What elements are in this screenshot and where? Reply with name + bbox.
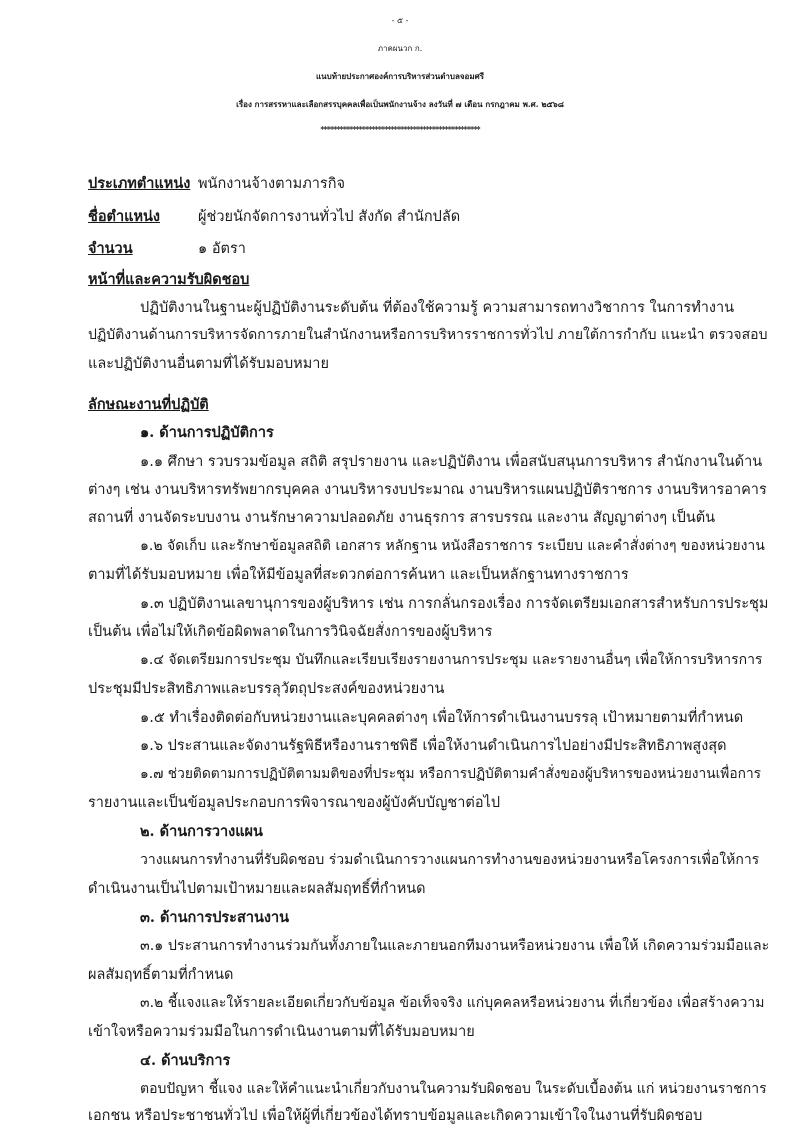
section-planning-title: ๒. ด้านการวางแผน	[140, 823, 263, 840]
position-name-label: ชื่อตำแหน่ง	[88, 208, 161, 225]
work-item: ๓.๒ ชี้แจงและให้รายละเอียดเกี่ยวกับข้อมูล ข้อเท็จจริง แก่บุคคลหรือหน่วยงาน ที่เกี่ยวข้อง เพื่อสร้างความ	[140, 995, 765, 1011]
position-name-value: ผู้ช่วยนักจัดการงานทั่วไป สังกัด สำนักปลัด	[198, 209, 461, 225]
work-item: ตามที่ได้รับมอบหมาย เพื่อให้มีข้อมูลที่สะดวกต่อการค้นหา และเป็นหลักฐานทางราชการ	[88, 567, 629, 583]
separator-line: **************************************************	[320, 124, 480, 134]
work-item: ประชุมมีประสิทธิภาพและบรรลุวัตถุประสงค์ของหน่วยงาน	[88, 681, 445, 697]
duties-paragraph: ปฏิบัติงานด้านการบริหารจัดการภายในสำนักงานหรือการบริหารราชการทั่วไป ภายใต้การกำกับ แนะนำ ตรวจสอบ	[88, 327, 768, 343]
work-item: เข้าใจหรือความร่วมมือในการดำเนินงานตามที่ได้รับมอบหมาย	[88, 1024, 475, 1040]
work-item: เป็นต้น เพื่อไม่ให้เกิดข้อผิดพลาดในการวินิจฉัยสั่งการของผู้บริหาร	[88, 624, 493, 640]
work-item: ๑.๖ ประสานและจัดงานรัฐพิธีหรืองานราชพิธี เพื่อให้งานดำเนินการไปอย่างมีประสิทธิภาพสูงสุด	[140, 738, 727, 754]
work-item: ๑.๔ จัดเตรียมการประชุม บันทึกและเรียบเรียงรายงานการประชุม และรายงานอื่นๆ เพื่อให้การบริหารการ	[140, 652, 763, 668]
document-subject: เรื่อง การสรรหาและเลือกสรรบุคคลเพื่อเป็นพนักงานจ้าง ลงวันที่ ๗ เดือน กรกฎาคม พ.ศ. ๒๕๖๘	[236, 99, 564, 109]
work-item: ผลสัมฤทธิ์ตามที่กำหนด	[88, 967, 234, 983]
work-item: ต่างๆ เช่น งานบริหารทรัพยากรบุคคล งานบริหารงบประมาณ งานบริหารแผนปฏิบัติราชการ งานบริหารอาคาร	[88, 482, 767, 498]
work-item: ๑.๕ ทำเรื่องติดต่อกับหน่วยงานและบุคคลต่างๆ เพื่อให้การดำเนินงานบรรลุ เป้าหมายตามที่กำหนด	[140, 710, 744, 726]
appendix-label: ภาคผนวก ก.	[377, 44, 423, 53]
position-type-value: พนักงานจ้างตามภารกิจ	[198, 176, 345, 192]
section-operations-title: ๑. ด้านการปฏิบัติการ	[140, 424, 274, 441]
work-item: เอกชน หรือประชาชนทั่วไป เพื่อให้ผู้ที่เกี่ยวข้องได้ทราบข้อมูลและเกิดความเข้าใจในงานที่รับผิดชอบ	[88, 1108, 703, 1124]
work-item: ดำเนินงานเป็นไปตามเป้าหมายและผลสัมฤทธิ์ที่กำหนด	[88, 881, 426, 897]
section-coordination-title: ๓. ด้านการประสานงาน	[140, 909, 290, 926]
document-title: แนบท้ายประกาศองค์การบริหารส่วนตำบลจอมศรี	[315, 71, 485, 81]
position-count-label: จำนวน	[88, 240, 133, 257]
duties-paragraph: ปฏิบัติงานในฐานะผู้ปฏิบัติงานระดับต้น ที่ต้องใช้ความรู้ ความสามารถทางวิชาการ ในการทำงาน	[140, 300, 735, 316]
position-type-label: ประเภทตำแหน่ง	[88, 175, 191, 192]
work-item: วางแผนการทำงานที่รับผิดชอบ ร่วมดำเนินการวางแผนการทำงานของหน่วยงานหรือโครงการเพื่อให้การ	[140, 852, 760, 868]
work-item: ๑.๒ จัดเก็บ และรักษาข้อมูลสถิติ เอกสาร หลักฐาน หนังสือราชการ ระเบียบ และคำสั่งต่างๆ ของหน่วยงาน	[140, 538, 765, 554]
work-item: ๑.๓ ปฏิบัติงานเลขานุการของผู้บริหาร เช่น การกลั่นกรองเรื่อง การจัดเตรียมเอกสารสำหรับการประชุม	[140, 596, 769, 612]
duties-paragraph: และปฏิบัติงานอื่นตามที่ได้รับมอบหมาย	[88, 356, 329, 372]
work-heading: ลักษณะงานที่ปฏิบัติ	[88, 396, 209, 413]
section-service-title: ๔. ด้านบริการ	[140, 1052, 231, 1069]
position-count-value: ๑ อัตรา	[198, 241, 246, 257]
work-item: ๓.๑ ประสานการทำงานร่วมกันทั้งภายในและภายนอกทีมงานหรือหน่วยงาน เพื่อให้ เกิดความร่วมมือและ	[140, 938, 770, 954]
page-number: - ๕ -	[391, 16, 409, 25]
work-item: ๑.๑ ศึกษา รวบรวมข้อมูล สถิติ สรุปรายงาน และปฏิบัติงาน เพื่อสนับสนุนการบริหาร สำนักงานในด้าน	[140, 454, 763, 470]
work-item: ตอบปัญหา ชี้แจง และให้คำแนะนำเกี่ยวกับงานในความรับผิดชอบ ในระดับเบื้องต้น แก่ หน่วยงานราชการ	[140, 1081, 767, 1097]
duties-heading: หน้าที่และความรับผิดชอบ	[88, 271, 250, 288]
work-item: ๑.๗ ช่วยติดตามการปฏิบัติตามมติของที่ประชุม หรือการปฏิบัติตามคำสั่งของผู้บริหารของหน่วยงานเพื่อการ	[140, 766, 762, 782]
work-item: รายงานและเป็นข้อมูลประกอบการพิจารณาของผู้บังคับบัญชาต่อไป	[88, 795, 501, 811]
work-item: สถานที่ งานจัดระบบงาน งานรักษาความปลอดภัย งานธุรการ สารบรรณ และงาน สัญญาต่างๆ เป็นต้น	[88, 510, 716, 526]
